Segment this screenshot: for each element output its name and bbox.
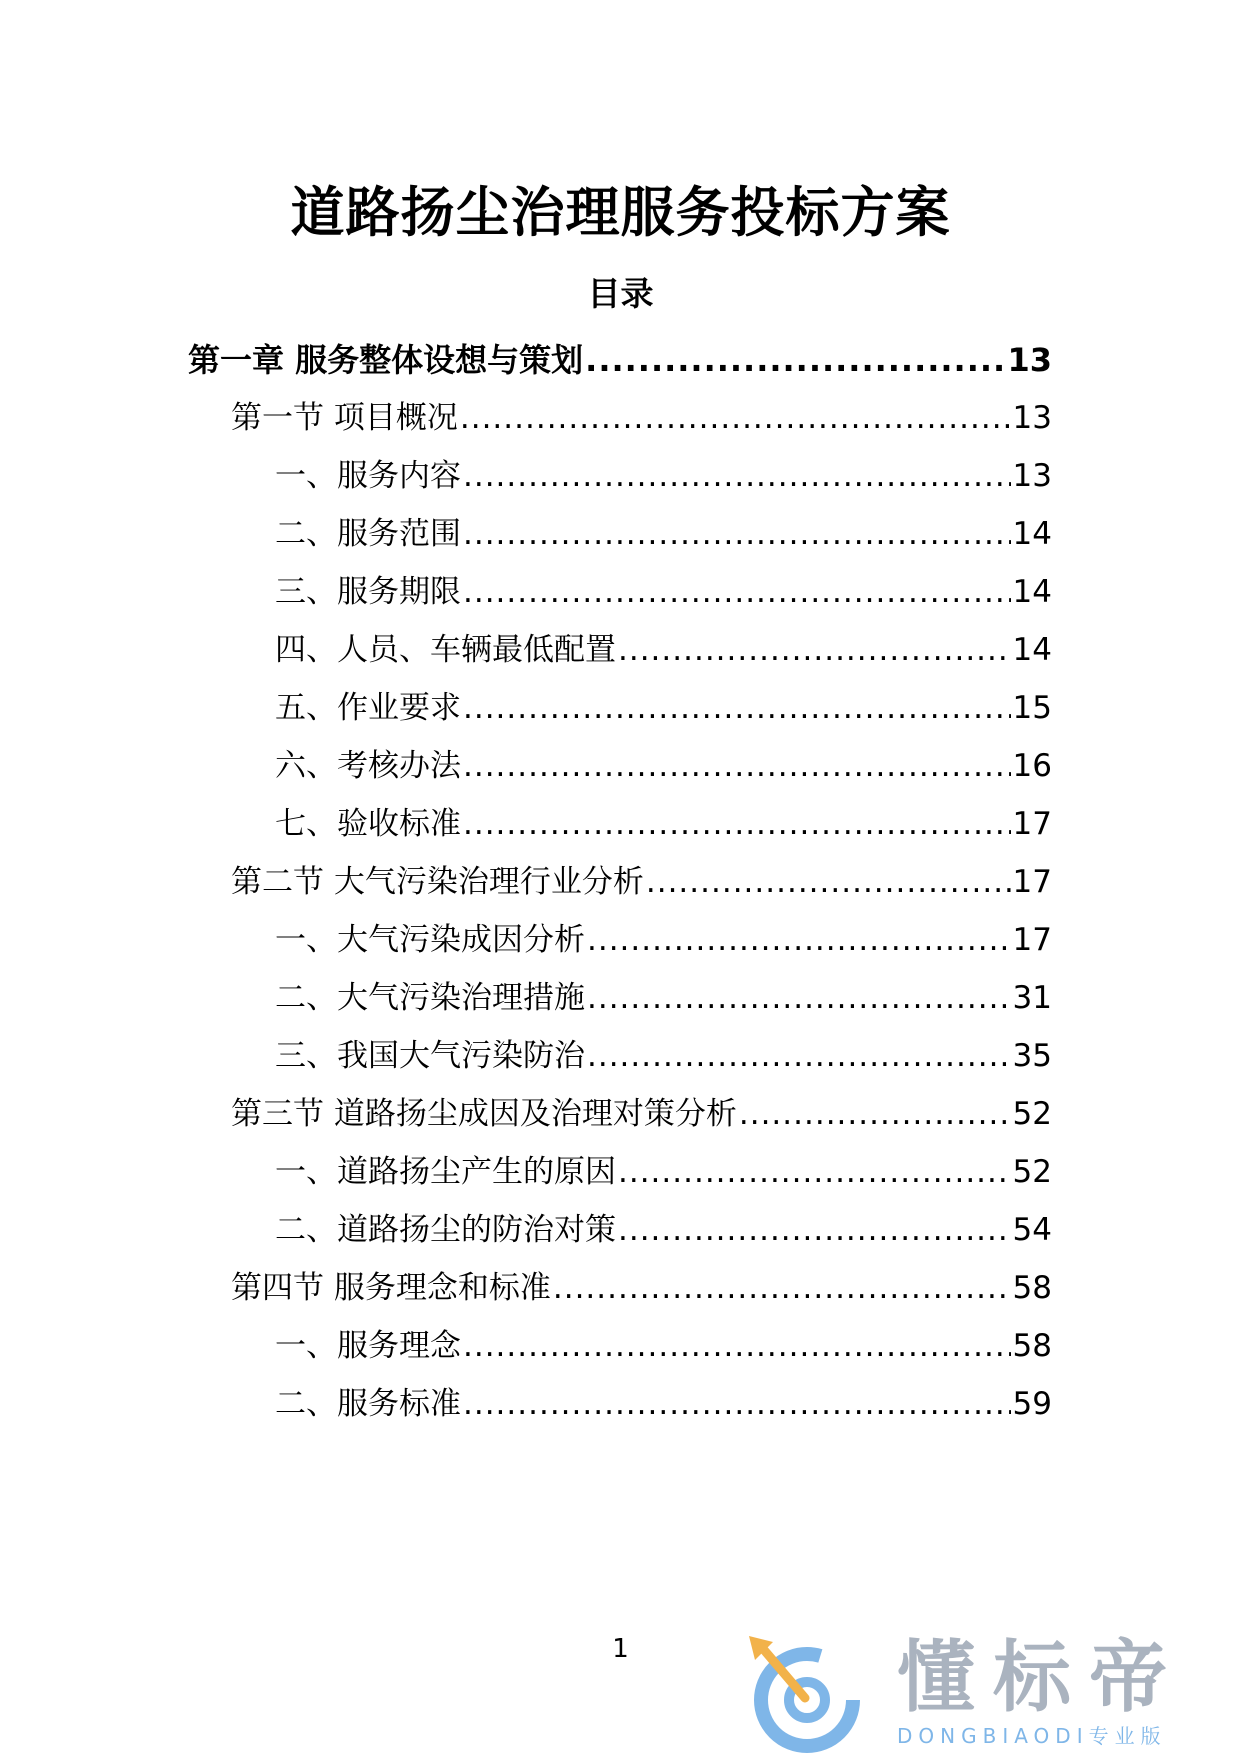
toc-entry[interactable]: [275, 1205, 1052, 1255]
toc-entry-page: 58: [1012, 1270, 1052, 1306]
toc-entry-label: 七、验收标准: [275, 806, 461, 842]
toc-entry[interactable]: [275, 799, 1052, 849]
toc-leader-dots: [587, 973, 1011, 1023]
toc-entry-page: 54: [1012, 1212, 1052, 1248]
toc-entry-page: 14: [1012, 574, 1052, 610]
toc-entry-label: 二、服务标准: [275, 1386, 461, 1422]
toc-entry-label: 一、道路扬尘产生的原因: [275, 1154, 616, 1190]
toc-leader-dots: [585, 335, 1005, 385]
toc-entry-page: 13: [1007, 341, 1052, 379]
toc-leader-dots: [463, 1379, 1011, 1429]
toc-leader-dots: [618, 1205, 1011, 1255]
toc-entry-page: 52: [1012, 1154, 1052, 1190]
toc-leader-dots: [463, 741, 1011, 791]
toc-entry-page: 17: [1012, 922, 1052, 958]
toc-entry-label: 二、道路扬尘的防治对策: [275, 1212, 616, 1248]
toc-entry-page: 13: [1012, 458, 1052, 494]
toc-entry-page: 13: [1012, 400, 1052, 436]
toc-leader-dots: [587, 1031, 1011, 1081]
toc-leader-dots: [618, 625, 1011, 675]
toc-entry-label: 六、考核办法: [275, 748, 461, 784]
toc-entry-page: 17: [1012, 864, 1052, 900]
page-number: 1: [612, 1634, 629, 1664]
toc-heading: 目录: [587, 274, 654, 313]
toc-leader-dots: [463, 567, 1011, 617]
watermark-subtitle: DONGBIAODI专业版: [897, 1724, 1167, 1748]
toc-entry-label: 二、大气污染治理措施: [275, 980, 585, 1016]
toc-entry[interactable]: [275, 451, 1052, 501]
toc-entry-page: 59: [1012, 1386, 1052, 1422]
toc-entry-page: 15: [1012, 690, 1052, 726]
toc-entry[interactable]: [275, 625, 1052, 675]
toc-entry-page: 14: [1012, 632, 1052, 668]
toc-entry-label: 三、服务期限: [275, 574, 461, 610]
toc-entry[interactable]: [275, 741, 1052, 791]
toc-entry[interactable]: [275, 915, 1052, 965]
toc-entry[interactable]: [275, 1147, 1052, 1197]
toc-entry-label: 第四节 服务理念和标准: [231, 1270, 551, 1306]
toc-entry[interactable]: [231, 1263, 1052, 1313]
toc-leader-dots: [463, 1321, 1011, 1371]
toc-entry-page: 14: [1012, 516, 1052, 552]
toc-entry-page: 52: [1012, 1096, 1052, 1132]
toc-leader-dots: [646, 857, 1011, 907]
toc-leader-dots: [587, 915, 1011, 965]
toc-entry-label: 四、人员、车辆最低配置: [275, 632, 616, 668]
toc-entry[interactable]: [275, 567, 1052, 617]
toc-leader-dots: [739, 1089, 1011, 1139]
toc-leader-dots: [618, 1147, 1011, 1197]
toc-leader-dots: [463, 509, 1011, 559]
toc-entry[interactable]: [275, 509, 1052, 559]
toc-entry[interactable]: [275, 683, 1052, 733]
document-title: 道路扬尘治理服务投标方案: [290, 181, 951, 244]
watermark-brand: 懂标帝: [897, 1633, 1186, 1723]
toc-entry-page: 17: [1012, 806, 1052, 842]
toc-leader-dots: [463, 683, 1011, 733]
toc-entry[interactable]: [188, 335, 1052, 385]
toc-entry[interactable]: [275, 1321, 1052, 1371]
toc-entry-label: 一、服务理念: [275, 1328, 461, 1364]
toc-leader-dots: [463, 451, 1011, 501]
toc-entry-label: 第一章 服务整体设想与策划: [188, 341, 584, 379]
toc-entry-label: 五、作业要求: [275, 690, 461, 726]
toc-entry-label: 第一节 项目概况: [231, 400, 458, 436]
toc-entry-page: 58: [1012, 1328, 1052, 1364]
toc-entry-label: 一、大气污染成因分析: [275, 922, 585, 958]
target-arrow-icon: [745, 1632, 865, 1754]
toc-entry[interactable]: [275, 1031, 1052, 1081]
toc-entry-page: 35: [1012, 1038, 1052, 1074]
toc-leader-dots: [463, 799, 1011, 849]
toc-entry-label: 二、服务范围: [275, 516, 461, 552]
toc-entry[interactable]: [275, 1379, 1052, 1429]
toc-entry-label: 一、服务内容: [275, 458, 461, 494]
toc-entry-page: 31: [1012, 980, 1052, 1016]
toc-leader-dots: [460, 393, 1011, 443]
toc-entry-page: 16: [1012, 748, 1052, 784]
toc-entry-label: 第三节 道路扬尘成因及治理对策分析: [231, 1096, 737, 1132]
toc-entry[interactable]: [231, 1089, 1052, 1139]
toc-entry[interactable]: [231, 857, 1052, 907]
watermark-logo: [745, 1632, 1215, 1754]
toc-entry[interactable]: [231, 393, 1052, 443]
toc-entry[interactable]: [275, 973, 1052, 1023]
toc-leader-dots: [553, 1263, 1011, 1313]
toc-entry-label: 第二节 大气污染治理行业分析: [231, 864, 644, 900]
toc-entry-label: 三、我国大气污染防治: [275, 1038, 585, 1074]
